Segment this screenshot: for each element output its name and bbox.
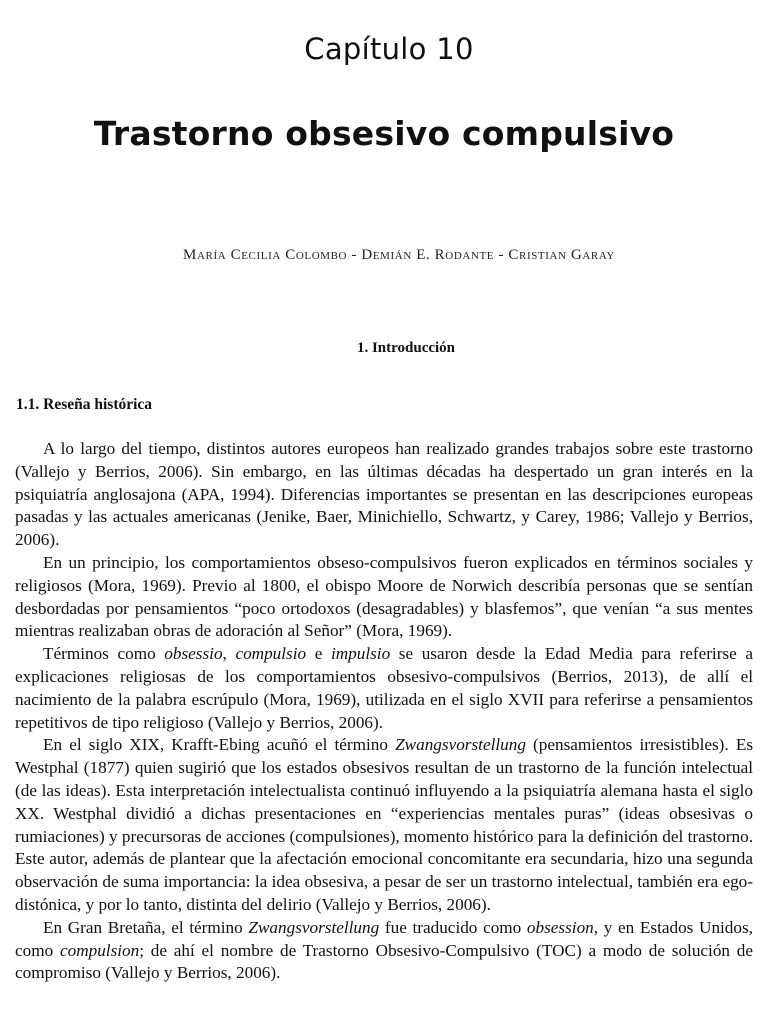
body-text: [15, 438, 753, 985]
chapter-number: Capítulo 10: [304, 32, 474, 66]
paragraph-3-text-b: se usaron desde la Edad Media para referirse a explicaciones religiosas de los comportamientos obsesivo-compulsivos (Berrios, 2013), de allí el nacimiento de la palabra escrúpulo (Mora, 1969), utilizada en el siglo XVII para referirse a pensamientos repetitivos de tipo religioso (Vallejo y Berrios, 2006).: [15, 644, 753, 732]
term-impulsio: impulsio: [330, 644, 391, 664]
paragraph-4: [15, 734, 753, 916]
section-heading: 1. Introducción: [356, 340, 456, 356]
term-obsession: obsession: [526, 917, 594, 937]
paragraph-5-text-a: En Gran Bretaña, el término: [43, 917, 249, 937]
chapter-title: Trastorno obsesivo compulsivo: [93, 114, 675, 153]
paragraph-5-text-d: ; de ahí el nombre de Trastorno Obsesivo-Compulsivo (TOC) a modo de solución de compromiso (Vallejo y Berrios, 2006).: [15, 940, 754, 983]
paragraph-5-text-c: , y en Estados Unidos, como: [15, 917, 753, 960]
paragraph-3-text-a: Términos como: [43, 644, 165, 664]
paragraph-1: A lo largo del tiempo, distintos autores europeos han realizado grandes trabajos sobre este trastorno (Vallejo y Berrios, 2006). Sin embargo, en las últimas décadas ha despertado un gran interés en la psiquiatría anglosajona (APA, 1994). Diferencias importantes se presentan en las descripciones europeas pasadas y las actuales americanas (Jenike, Baer, Minichiello, Schwartz, y Carey, 1986; Vallejo y Berrios, 2006).: [15, 439, 753, 550]
paragraph-4-text-b: (pensamientos irresistibles). Es Westphal (1877) quien sugirió que los estados obsesivos resultan de un trastorno de la función intelectual (de las ideas). Esta interpretación intelectualista continuó influyendo a la psiquiatría alemana hasta el siglo XX. Westphal dividió a dichas presentaciones en “experiencias mentales puras” (ideas obsesivas o rumiaciones) y precursoras de acciones (compulsiones), momento histórico para la definición del trastorno. Este autor, además de plantear que la afectación emocional concomitante era secundaria, hizo una segunda observación de suma importancia: la idea obsesiva, a pesar de ser un trastorno intelectual, también era ego-distónica, y por lo tanto, distinta del delirio (Vallejo y Berrios, 2006).: [15, 735, 754, 914]
paragraph-4-text-a: En el siglo XIX, Krafft-Ebing acuñó el término: [43, 735, 396, 755]
paragraph-3: [15, 643, 753, 734]
paragraph-3-sep-a: ,: [222, 644, 236, 664]
paragraph-3-sep-b: e: [306, 644, 331, 664]
paragraph-5: [15, 917, 753, 985]
chapter-authors: María Cecilia Colombo - Demián E. Rodante - Cristian Garay: [183, 247, 615, 263]
term-zwangsvorstellung: Zwangsvorstellung: [395, 735, 526, 755]
term-compulsio: compulsio: [235, 644, 307, 664]
subsection-heading: 1.1. Reseña histórica: [16, 396, 153, 413]
term-zwangsvorstellung-2: Zwangsvorstellung: [248, 917, 380, 937]
term-obsessio: obsessio: [164, 644, 223, 664]
paragraph-5-text-b: fue traducido como: [379, 917, 527, 937]
term-compulsion: compulsion: [59, 940, 140, 960]
paragraph-2: En un principio, los comportamientos obseso-compulsivos fueron explicados en términos sociales y religiosos (Mora, 1969). Previo al 1800, el obispo Moore de Norwich describía personas que se sentían desbordadas por pensamientos “poco ortodoxos (desagradables) y blasfemos”, que venían “a sus mentes mientras realizaban obras de adoración al Señor” (Mora, 1969).: [15, 552, 753, 641]
